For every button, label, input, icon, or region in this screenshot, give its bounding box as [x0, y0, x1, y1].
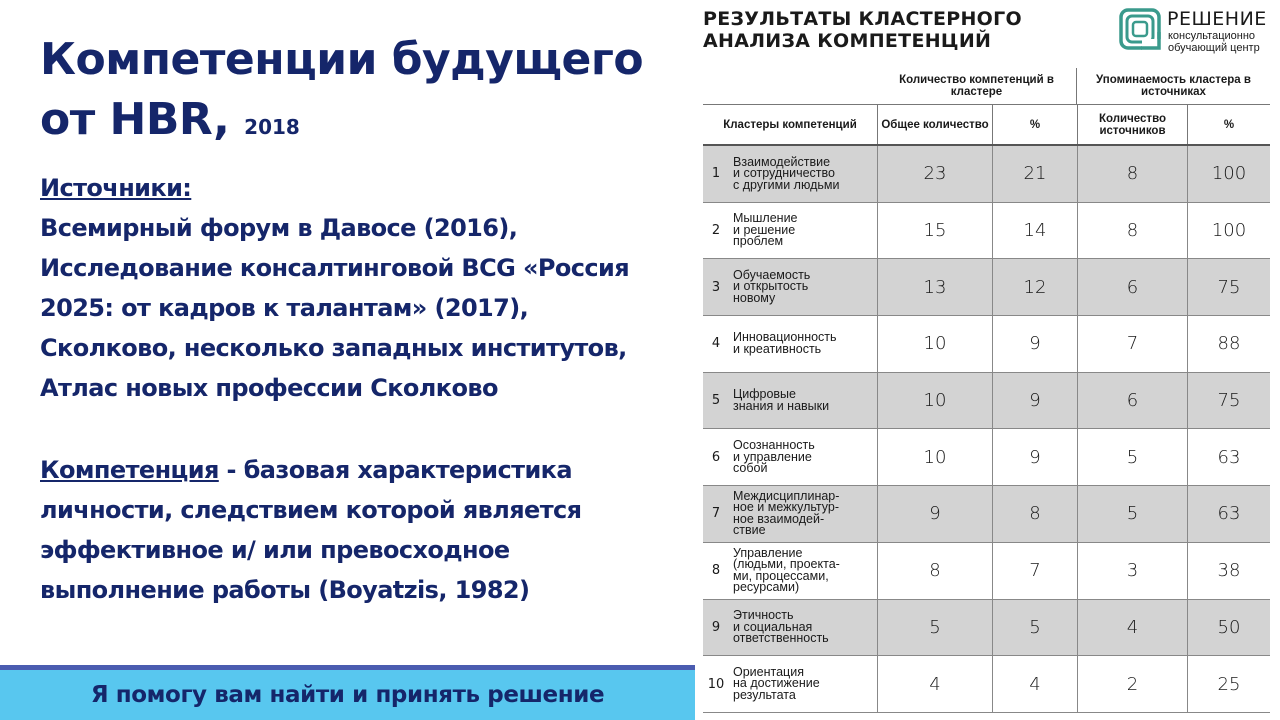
page-title — [40, 30, 680, 157]
row-number: 4 — [711, 336, 721, 352]
sources-count: 6 — [1077, 373, 1187, 429]
total-count: 8 — [877, 543, 992, 599]
cluster-name: Цифровые знания и навыки — [733, 387, 830, 413]
table-title-line1: РЕЗУЛЬТАТЫ КЛАСТЕРНОГО — [703, 8, 1022, 30]
col-header-total: Общее количество — [877, 105, 992, 144]
page-title-main: Компетенции будущего от HBR, — [40, 34, 644, 145]
total-percent: 14 — [992, 203, 1077, 259]
page-title-year: 2018 — [244, 115, 300, 139]
table-body — [703, 146, 1270, 713]
cluster-name: Инновационность и креативность — [733, 330, 837, 356]
total-percent: 7 — [992, 543, 1077, 599]
row-number: 9 — [711, 619, 721, 635]
cluster-name: Обучаемость и открытость новому — [733, 267, 811, 305]
row-number: 8 — [711, 563, 721, 579]
logo-subtitle — [1168, 30, 1260, 54]
col-header-clusters: Кластеры компетенций — [723, 118, 857, 131]
total-count: 15 — [877, 203, 992, 259]
sources-count: 2 — [1077, 656, 1187, 712]
sources-block — [40, 168, 660, 408]
table-row — [703, 316, 1270, 373]
row-number: 5 — [711, 393, 721, 409]
right-panel — [695, 0, 1280, 720]
sources-percent: 50 — [1187, 600, 1270, 656]
col-header-pct1: % — [992, 105, 1077, 144]
logo-subtitle-line1: консультационно — [1168, 30, 1256, 42]
cluster-name: Управление (людьми, проекта- ми, процессами, ресурсами) — [733, 545, 840, 595]
sources-count: 3 — [1077, 543, 1187, 599]
total-percent: 5 — [992, 600, 1077, 656]
sources-percent: 88 — [1187, 316, 1270, 372]
total-count: 10 — [877, 429, 992, 485]
table-row — [703, 600, 1270, 657]
sources-percent: 75 — [1187, 373, 1270, 429]
table-title — [703, 8, 1022, 52]
table-row — [703, 486, 1270, 543]
total-percent: 8 — [992, 486, 1077, 542]
sources-count: 8 — [1077, 146, 1187, 202]
sources-percent: 38 — [1187, 543, 1270, 599]
row-number: 3 — [711, 279, 721, 295]
sources-count: 7 — [1077, 316, 1187, 372]
table-row — [703, 259, 1270, 316]
cluster-name: Ориентация на достижение результата — [733, 664, 820, 702]
row-number: 1 — [711, 166, 721, 182]
sources-percent: 25 — [1187, 656, 1270, 712]
competence-term: Компетенция — [40, 456, 219, 484]
col-header-sources: Количество источников — [1077, 105, 1187, 144]
sources-label: Источники: — [40, 174, 192, 202]
table-row — [703, 656, 1270, 713]
table-row — [703, 146, 1270, 203]
total-count: 9 — [877, 486, 992, 542]
total-count: 10 — [877, 316, 992, 372]
total-count: 4 — [877, 656, 992, 712]
cluster-name: Мышление и решение проблем — [733, 211, 798, 249]
row-number: 2 — [711, 223, 721, 239]
competence-definition: - базовая характеристика личности, следствием которой является эффективное и/ или превосходное выполнение работы (Boyatzis, 1982) — [40, 456, 582, 604]
logo-name: РЕШЕНИЕ — [1167, 8, 1267, 30]
cluster-name: Осознанность и управление собой — [733, 438, 815, 476]
total-percent: 12 — [992, 259, 1077, 315]
group-header-mentions: Упоминаемость кластера в источниках — [1096, 74, 1251, 98]
col-header-pct2: % — [1187, 105, 1270, 144]
total-percent: 9 — [992, 316, 1077, 372]
total-count: 5 — [877, 600, 992, 656]
cluster-name: Этичность и социальная ответственность — [733, 608, 829, 646]
competence-definition-block — [40, 450, 660, 610]
group-header-count: Количество компетенций в кластере — [899, 74, 1054, 98]
sources-count: 8 — [1077, 203, 1187, 259]
row-number: 7 — [711, 506, 721, 522]
footer-text: Я помогу вам найти и принять решение — [90, 682, 605, 708]
total-count: 23 — [877, 146, 992, 202]
logo — [1119, 8, 1279, 56]
cluster-name: Взаимодействие и сотрудничество с другими людьми — [733, 154, 840, 192]
sources-count: 4 — [1077, 600, 1187, 656]
total-percent: 21 — [992, 146, 1077, 202]
sources-percent: 63 — [1187, 429, 1270, 485]
footer-banner — [0, 670, 695, 720]
sources-count: 6 — [1077, 259, 1187, 315]
cluster-name: Междисциплинар- ное и межкультур- ное взаимодей- ствие — [733, 488, 840, 538]
sources-count: 5 — [1077, 486, 1187, 542]
sources-percent: 63 — [1187, 486, 1270, 542]
sources-percent: 100 — [1187, 203, 1270, 259]
logo-icon — [1119, 8, 1161, 50]
row-number: 6 — [711, 449, 721, 465]
total-count: 13 — [877, 259, 992, 315]
table-row — [703, 373, 1270, 430]
total-percent: 4 — [992, 656, 1077, 712]
row-number: 10 — [707, 676, 725, 692]
total-percent: 9 — [992, 429, 1077, 485]
table-row — [703, 543, 1270, 600]
total-percent: 9 — [992, 373, 1077, 429]
sources-percent: 100 — [1187, 146, 1270, 202]
table-title-line2: АНАЛИЗА КОМПЕТЕНЦИЙ — [703, 30, 992, 52]
sources-count: 5 — [1077, 429, 1187, 485]
sources-text: Всемирный форум в Давосе (2016), Исследование консалтинговой BCG «Россия 2025: от кадров к талантам» (2017), Сколково, несколько западных институтов, Атлас новых профессии Сколково — [40, 214, 630, 402]
logo-subtitle-line2: обучающий центр — [1168, 42, 1260, 54]
total-count: 10 — [877, 373, 992, 429]
table-row — [703, 429, 1270, 486]
sources-percent: 75 — [1187, 259, 1270, 315]
table-row — [703, 203, 1270, 260]
